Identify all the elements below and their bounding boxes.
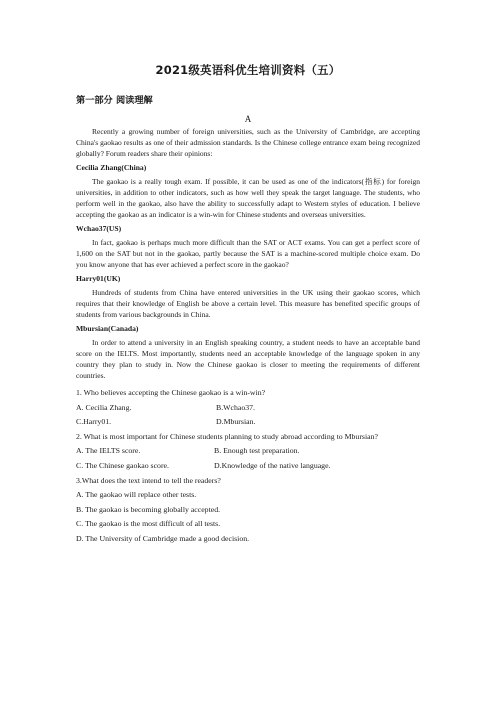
answer-option: B.Wchao37. bbox=[216, 402, 255, 412]
answer-option: A. Cecilia Zhang. bbox=[76, 402, 132, 412]
question-block bbox=[76, 386, 420, 547]
comment-paragraph: Hundreds of students from China have entered universities in the UK using their gaokao scores, which requires that their knowledge of English be above a certain level. This measure has benefited specific groups of students from various backgrounds in China. bbox=[76, 288, 420, 319]
comment-paragraph: The gaokao is a really tough exam. If possible, it can be used as one of the indicators(指标) for foreign universities, in addition to other indicators, such as how well they speak the target language. The students, who perform well in the gaokao, also have the ability to successfully adapt to Western styles of education. I believe accepting the gaokao as an indicator is a win-win for Chinese students and overseas universities. bbox=[76, 177, 420, 219]
option-row bbox=[76, 415, 420, 430]
comment-paragraph: In order to attend a university in an English speaking country, a student needs to have an acceptable band score on the IELTS. Most importantly, students need an acceptable knowledge of the language spoken in any country they plan to study in. Now the Chinese gaokao is closer to meeting the requirements of different countries. bbox=[76, 338, 420, 380]
question-stem: 2. What is most important for Chinese students planning to study abroad according to Mbursian? bbox=[76, 431, 378, 441]
section-heading: 第一部分 阅读理解 bbox=[76, 95, 153, 106]
answer-option: C. The Chinese gaokao score. bbox=[76, 460, 169, 470]
answer-option: D. The University of Cambridge made a good decision. bbox=[76, 533, 250, 543]
passage-label: A bbox=[244, 114, 252, 124]
answer-option: C. The gaokao is the most difficult of all tests. bbox=[76, 519, 221, 529]
question-stem: 3.What does the text intend to tell the readers? bbox=[76, 475, 221, 485]
intro-paragraph: Recently a growing number of foreign universities, such as the University of Cambridge, are accepting China's gaokao results as one of their admission standards. Is the Chinese college entrance exam being recognized globally? Forum readers share their opinions: bbox=[76, 127, 420, 158]
commenter-name: Mbursian(Canada) bbox=[76, 324, 139, 333]
answer-option: A. The gaokao will replace other tests. bbox=[76, 490, 197, 500]
option-row bbox=[76, 459, 420, 474]
commenter-name: Cecilia Zhang(China) bbox=[76, 163, 147, 172]
option-row bbox=[76, 444, 420, 459]
answer-option: B. Enough test preparation. bbox=[214, 446, 300, 456]
commenter-name: Harry01(UK) bbox=[76, 274, 121, 283]
document-title: 2021级英语科优生培训资料（五） bbox=[155, 63, 341, 77]
answer-option: B. The gaokao is becoming globally accepted. bbox=[76, 504, 221, 514]
commenter-name: Wchao37(US) bbox=[76, 224, 122, 233]
answer-option: A. The IELTS score. bbox=[76, 446, 141, 456]
answer-option: D.Mbursian. bbox=[216, 417, 256, 427]
option-row bbox=[76, 401, 420, 416]
passage-content bbox=[76, 126, 420, 547]
answer-option: D.Knowledge of the native language. bbox=[214, 460, 331, 470]
comment-paragraph: In fact, gaokao is perhaps much more difficult than the SAT or ACT exams. You can get a perfect score of 1,600 on the SAT but not in the gaokao, partly because the SAT is a machine-scored multiple choice exam. Do you know anyone that has ever achieved a perfect score in the gaokao? bbox=[76, 238, 420, 269]
question-stem: 1. Who believes accepting the Chinese gaokao is a win-win? bbox=[76, 388, 266, 397]
answer-option: C.Harry01. bbox=[76, 417, 112, 427]
